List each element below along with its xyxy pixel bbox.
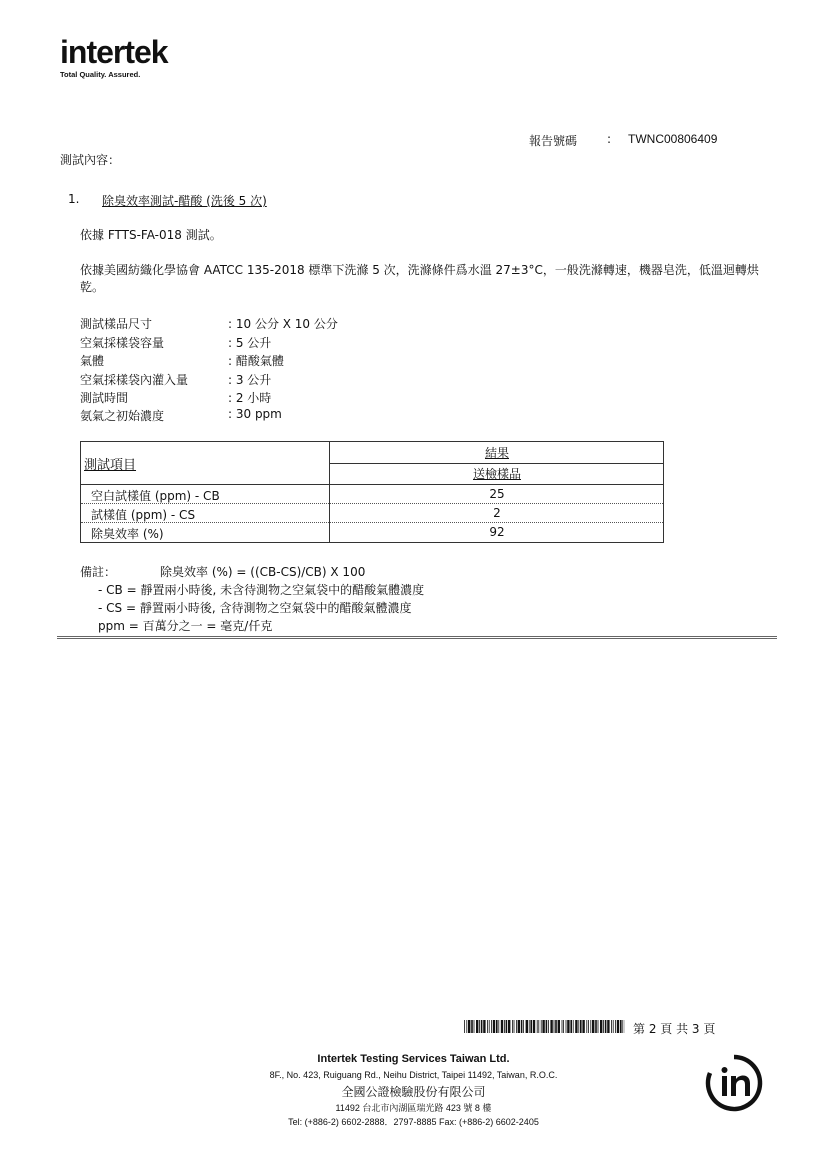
param-label: 測試時間 bbox=[80, 391, 129, 405]
notes-line: ppm = 百萬分之一 = 毫克/仟克 bbox=[98, 619, 273, 633]
report-number: TWNC00806409 bbox=[628, 132, 718, 146]
param-label: 空氣採樣袋容量 bbox=[80, 336, 165, 350]
header-result: 結果 bbox=[484, 446, 509, 460]
washing-paragraph: 依據美國紡織化學協會 AATCC 135-2018 標準下洗滌 5 次，洗滌條件爲水溫 27±3°C，一般洗滌轉速，機器皂洗，低溫迴轉烘乾。 bbox=[80, 263, 759, 294]
param-label: 空氣採樣袋內灌入量 bbox=[80, 373, 189, 387]
intertek-in-icon bbox=[705, 1054, 763, 1112]
table-header-bottom bbox=[81, 484, 663, 485]
table-header-divider bbox=[329, 463, 663, 464]
footer-company-cn: 全國公證檢驗股份有限公司 bbox=[341, 1085, 486, 1099]
param-value: : 5 公升 bbox=[228, 336, 272, 350]
section-separator bbox=[57, 638, 777, 639]
header-test-item: 測試項目 bbox=[84, 458, 137, 473]
param-value: : 2 小時 bbox=[228, 391, 272, 405]
table-row-label: 除臭效率 (%) bbox=[91, 527, 164, 541]
table-row-value: 92 bbox=[489, 525, 505, 539]
section-title: 除臭效率測試-醋酸 (洗後 5 次) bbox=[102, 194, 267, 208]
section-number: 1. bbox=[68, 192, 80, 206]
logo-tagline: Total Quality. Assured. bbox=[60, 70, 141, 79]
param-label: 氨氣之初始濃度 bbox=[80, 409, 165, 423]
test-content-label: 測試內容： bbox=[60, 153, 121, 167]
results-table bbox=[80, 441, 664, 543]
table-row-label: 空白試樣值 (ppm) - CB bbox=[91, 489, 220, 503]
param-label: 氣體 bbox=[80, 354, 105, 368]
header-sample: 送檢樣品 bbox=[472, 467, 521, 481]
param-value: : 3 公升 bbox=[228, 373, 272, 387]
section-separator bbox=[57, 636, 777, 637]
footer-address: 8F., No. 423, Ruiguang Rd., Neihu District, Taipei 11492, Taiwan, R.O.C. bbox=[269, 1070, 558, 1080]
report-number-colon: : bbox=[607, 132, 612, 146]
intertek-logo: intertek bbox=[60, 34, 168, 70]
notes-label: 備註： bbox=[80, 565, 117, 579]
barcode bbox=[464, 1020, 625, 1033]
page-number: 第 2 頁 共 3 頁 bbox=[633, 1022, 716, 1036]
param-value: : 30 ppm bbox=[228, 407, 282, 421]
notes-formula: 除臭效率 (%) = ((CB-CS)/CB) X 100 bbox=[160, 565, 366, 579]
notes-line: - CB = 靜置兩小時後, 未含待測物之空氣袋中的醋酸氣體濃度 bbox=[98, 583, 425, 597]
method-paragraph: 依據 FTTS-FA-018 測試。 bbox=[80, 228, 222, 242]
notes-line: - CS = 靜置兩小時後, 含待測物之空氣袋中的醋酸氣體濃度 bbox=[98, 601, 412, 615]
table-row-value: 25 bbox=[489, 487, 505, 501]
report-number-label: 報告號碼 bbox=[529, 134, 578, 148]
param-value: : 醋酸氣體 bbox=[228, 354, 284, 368]
footer-contact: Tel: (+886-2) 6602-2888．2797-8885 Fax: (+886-2) 6602-2405 bbox=[288, 1117, 539, 1127]
table-row-value: 2 bbox=[493, 506, 501, 520]
footer-address-cn: 11492 台北市內湖區瑞光路 423 號 8 樓 bbox=[335, 1103, 492, 1113]
footer-company: Intertek Testing Services Taiwan Ltd. bbox=[317, 1053, 510, 1065]
param-value: : 10 公分 X 10 公分 bbox=[228, 317, 338, 331]
param-label: 測試樣品尺寸 bbox=[80, 317, 153, 331]
table-row-label: 試樣值 (ppm) - CS bbox=[91, 508, 196, 522]
